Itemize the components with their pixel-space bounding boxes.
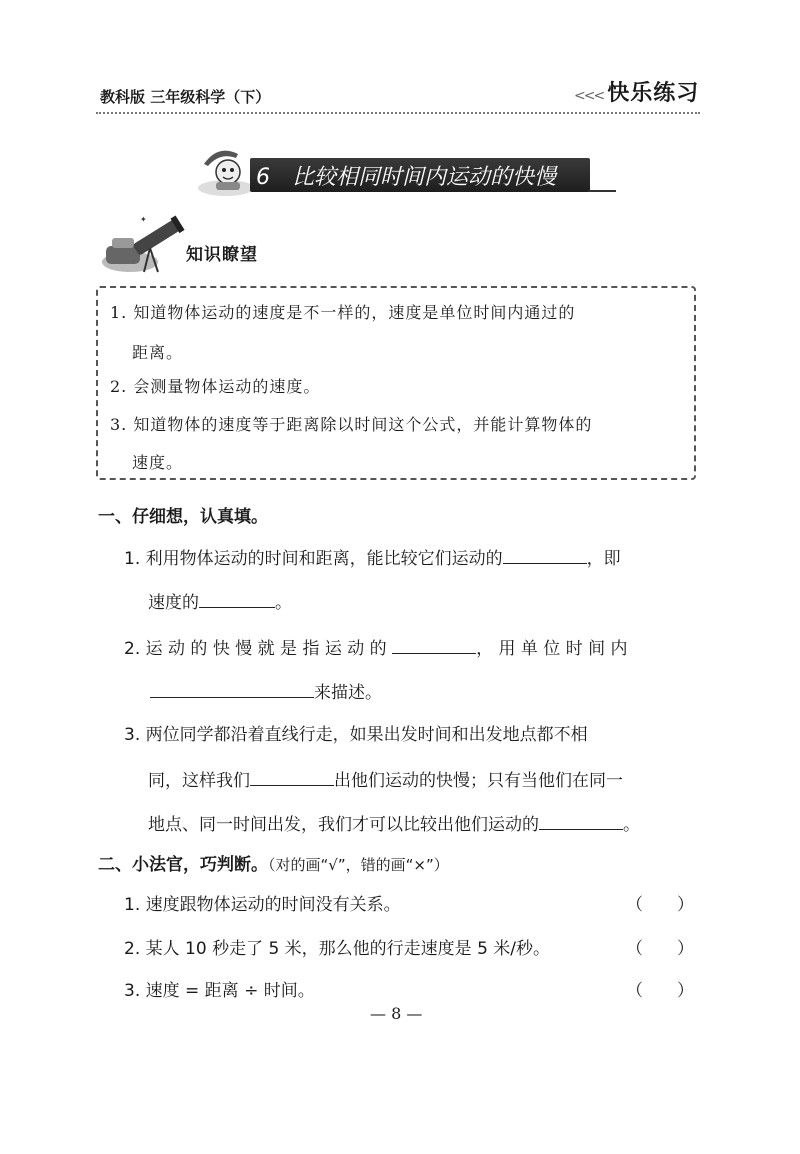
q3-text-b: 同，这样我们: [148, 771, 250, 791]
lesson-number: 6: [256, 165, 270, 190]
svg-text:✦: ✦: [140, 215, 147, 224]
q1-text-b: ，即: [586, 549, 621, 569]
q1-text-c: 速度的: [148, 593, 199, 613]
q1-line-1: [124, 544, 621, 569]
lesson-title-text: 比较相同时间内运动的快慢: [292, 165, 557, 190]
q1-text-a: 1. 利用物体运动的时间和距离，能比较它们运动的: [124, 549, 503, 569]
goal-3-line-2: 速度。: [132, 453, 184, 472]
q2-line-2: [150, 678, 382, 703]
mascot-icon: [196, 142, 256, 198]
q3-line-1: 3. 两位同学都沿着直线行走，如果出发时间和出发地点都不相: [124, 725, 588, 745]
q3-text-d: 地点、同一时间出发，我们才可以比较出他们运动的: [148, 815, 539, 835]
paren-open: （: [626, 895, 643, 915]
q2-blank-2[interactable]: [150, 696, 314, 698]
q3-text-e: 。: [623, 815, 640, 835]
judge-item-2: 2. 某人 10 秒走了 5 米，那么他的行走速度是 5 米/秒。: [124, 939, 551, 959]
series-label: 快乐练习: [607, 81, 700, 106]
part2-heading: [98, 850, 449, 875]
q2-text-a: 2. 运 动 的 快 慢 就 是 指 运 动 的: [124, 639, 387, 659]
q2-text-b: ， 用 单 位 时 间 内: [476, 639, 628, 659]
book-title: 教科版 三年级科学（下）: [100, 88, 271, 106]
series-title: [574, 76, 699, 107]
judge-answer-2[interactable]: [626, 934, 694, 959]
judge-item-1: 1. 速度跟物体运动的时间没有关系。: [124, 895, 401, 915]
q3-line-2: [148, 766, 623, 791]
part2-instruction: （对的画“√”，错的画“×”）: [268, 856, 449, 874]
goal-2: 2. 会测量物体运动的速度。: [110, 377, 321, 396]
q1-blank-2[interactable]: [199, 606, 275, 608]
banner-underline: [588, 190, 616, 192]
part2-heading-text: 二、小法官，巧判断。: [98, 855, 268, 875]
q3-blank-1[interactable]: [250, 784, 334, 786]
paren-open: （: [626, 939, 643, 959]
q1-line-2: [148, 588, 292, 613]
paren-open: （: [626, 981, 643, 1001]
q2-line-1: [124, 634, 628, 659]
judge-answer-3[interactable]: [626, 976, 694, 1001]
telescope-icon: [100, 212, 186, 274]
q3-blank-2[interactable]: [539, 828, 623, 830]
q2-blank-1[interactable]: [392, 652, 476, 654]
goal-3-line-1: 3. 知道物体的速度等于距离除以时间这个公式，并能计算物体的: [110, 415, 593, 434]
judge-answer-1[interactable]: [626, 890, 694, 915]
q3-text-c: 出他们运动的快慢；只有当他们在同一: [334, 771, 623, 791]
paren-close: ）: [677, 895, 694, 915]
goal-1-line-2: 距离。: [132, 343, 184, 362]
q2-text-c: 来描述。: [314, 683, 382, 703]
part1-heading: 一、仔细想，认真填。: [98, 507, 268, 527]
header-divider: [96, 112, 700, 114]
page-number: — 8 —: [370, 1004, 423, 1023]
paren-close: ）: [677, 939, 694, 959]
judge-item-3: 3. 速度 = 距离 ÷ 时间。: [124, 981, 315, 1001]
chevron-arrows-icon: <<<: [574, 88, 604, 104]
q1-text-d: 。: [275, 593, 292, 613]
goal-1-line-1: 1. 知道物体运动的速度是不一样的，速度是单位时间内通过的: [110, 303, 576, 322]
q1-blank-1[interactable]: [503, 562, 587, 564]
lesson-title: [256, 160, 556, 191]
section-tag: 知识瞭望: [186, 245, 258, 265]
q3-line-3: [148, 810, 640, 835]
paren-close: ）: [677, 981, 694, 1001]
